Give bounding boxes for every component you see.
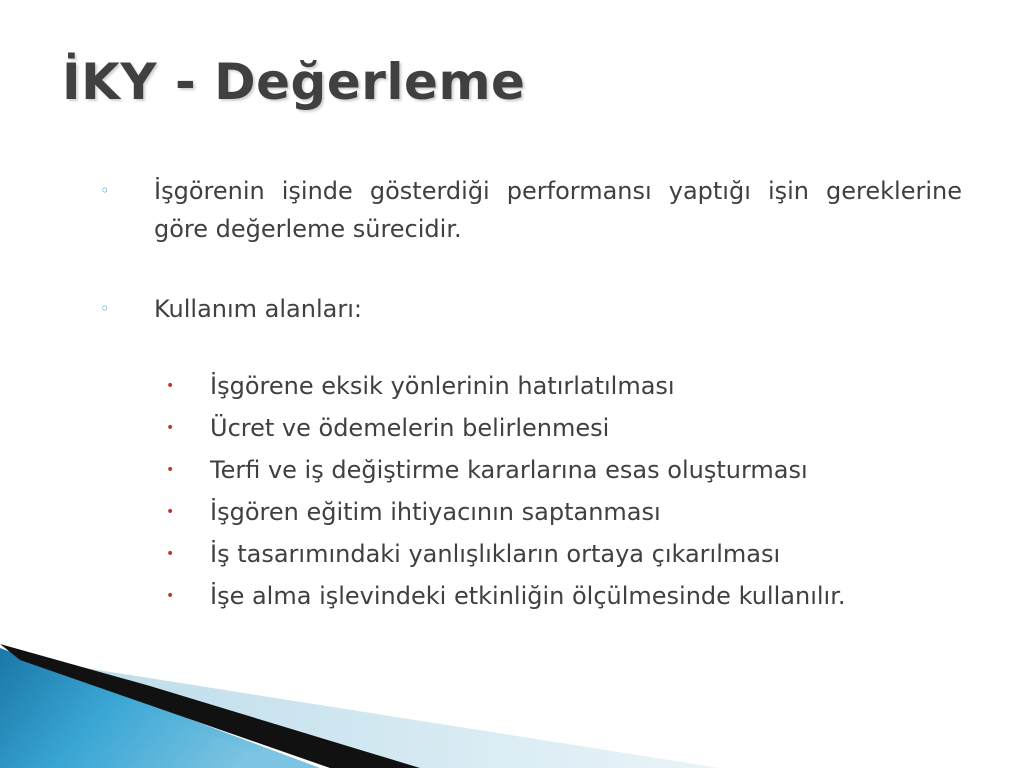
dot-bullet-icon: • bbox=[166, 504, 175, 520]
circle-bullet-icon: ◦ bbox=[100, 181, 110, 200]
sub-bullet-item bbox=[100, 536, 962, 572]
deco-light-band bbox=[60, 664, 720, 768]
deco-blue-overlay bbox=[0, 655, 300, 768]
slide-content bbox=[100, 172, 962, 620]
sub-bullet-list bbox=[100, 368, 962, 614]
bullet-text: İşgörenin işinde gösterdiği performansı yaptığı işin gereklerine göre değerleme sürecidir. bbox=[154, 177, 962, 243]
sub-bullet-text: İşe alma işlevindeki etkinliğin ölçülmesinde kullanılır. bbox=[210, 582, 846, 610]
sub-bullet-item bbox=[100, 452, 962, 488]
dot-bullet-icon: • bbox=[166, 588, 175, 604]
sub-bullet-text: İşgören eğitim ihtiyacının saptanması bbox=[210, 498, 661, 526]
sub-bullet-item bbox=[100, 578, 962, 614]
bullet-item bbox=[100, 172, 962, 248]
sub-bullet-text: Terfi ve iş değiştirme kararlarına esas oluşturması bbox=[210, 456, 808, 484]
circle-bullet-icon: ◦ bbox=[100, 299, 110, 318]
dot-bullet-icon: • bbox=[166, 462, 175, 478]
deco-black-band bbox=[0, 644, 420, 768]
deco-blue-band bbox=[0, 648, 320, 768]
bullet-text: Kullanım alanları: bbox=[154, 295, 362, 323]
sub-bullet-item bbox=[100, 410, 962, 446]
slide-title: İKY - Değerleme bbox=[62, 53, 526, 111]
sub-bullet-item bbox=[100, 368, 962, 404]
dot-bullet-icon: • bbox=[166, 420, 175, 436]
sub-bullet-text: İş tasarımındaki yanlışlıkların ortaya çıkarılması bbox=[210, 540, 781, 568]
sub-bullet-text: İşgörene eksik yönlerinin hatırlatılması bbox=[210, 372, 675, 400]
dot-bullet-icon: • bbox=[166, 378, 175, 394]
dot-bullet-icon: • bbox=[166, 546, 175, 562]
sub-bullet-item bbox=[100, 494, 962, 530]
sub-bullet-text: Ücret ve ödemelerin belirlenmesi bbox=[210, 414, 610, 442]
bullet-item bbox=[100, 290, 962, 328]
